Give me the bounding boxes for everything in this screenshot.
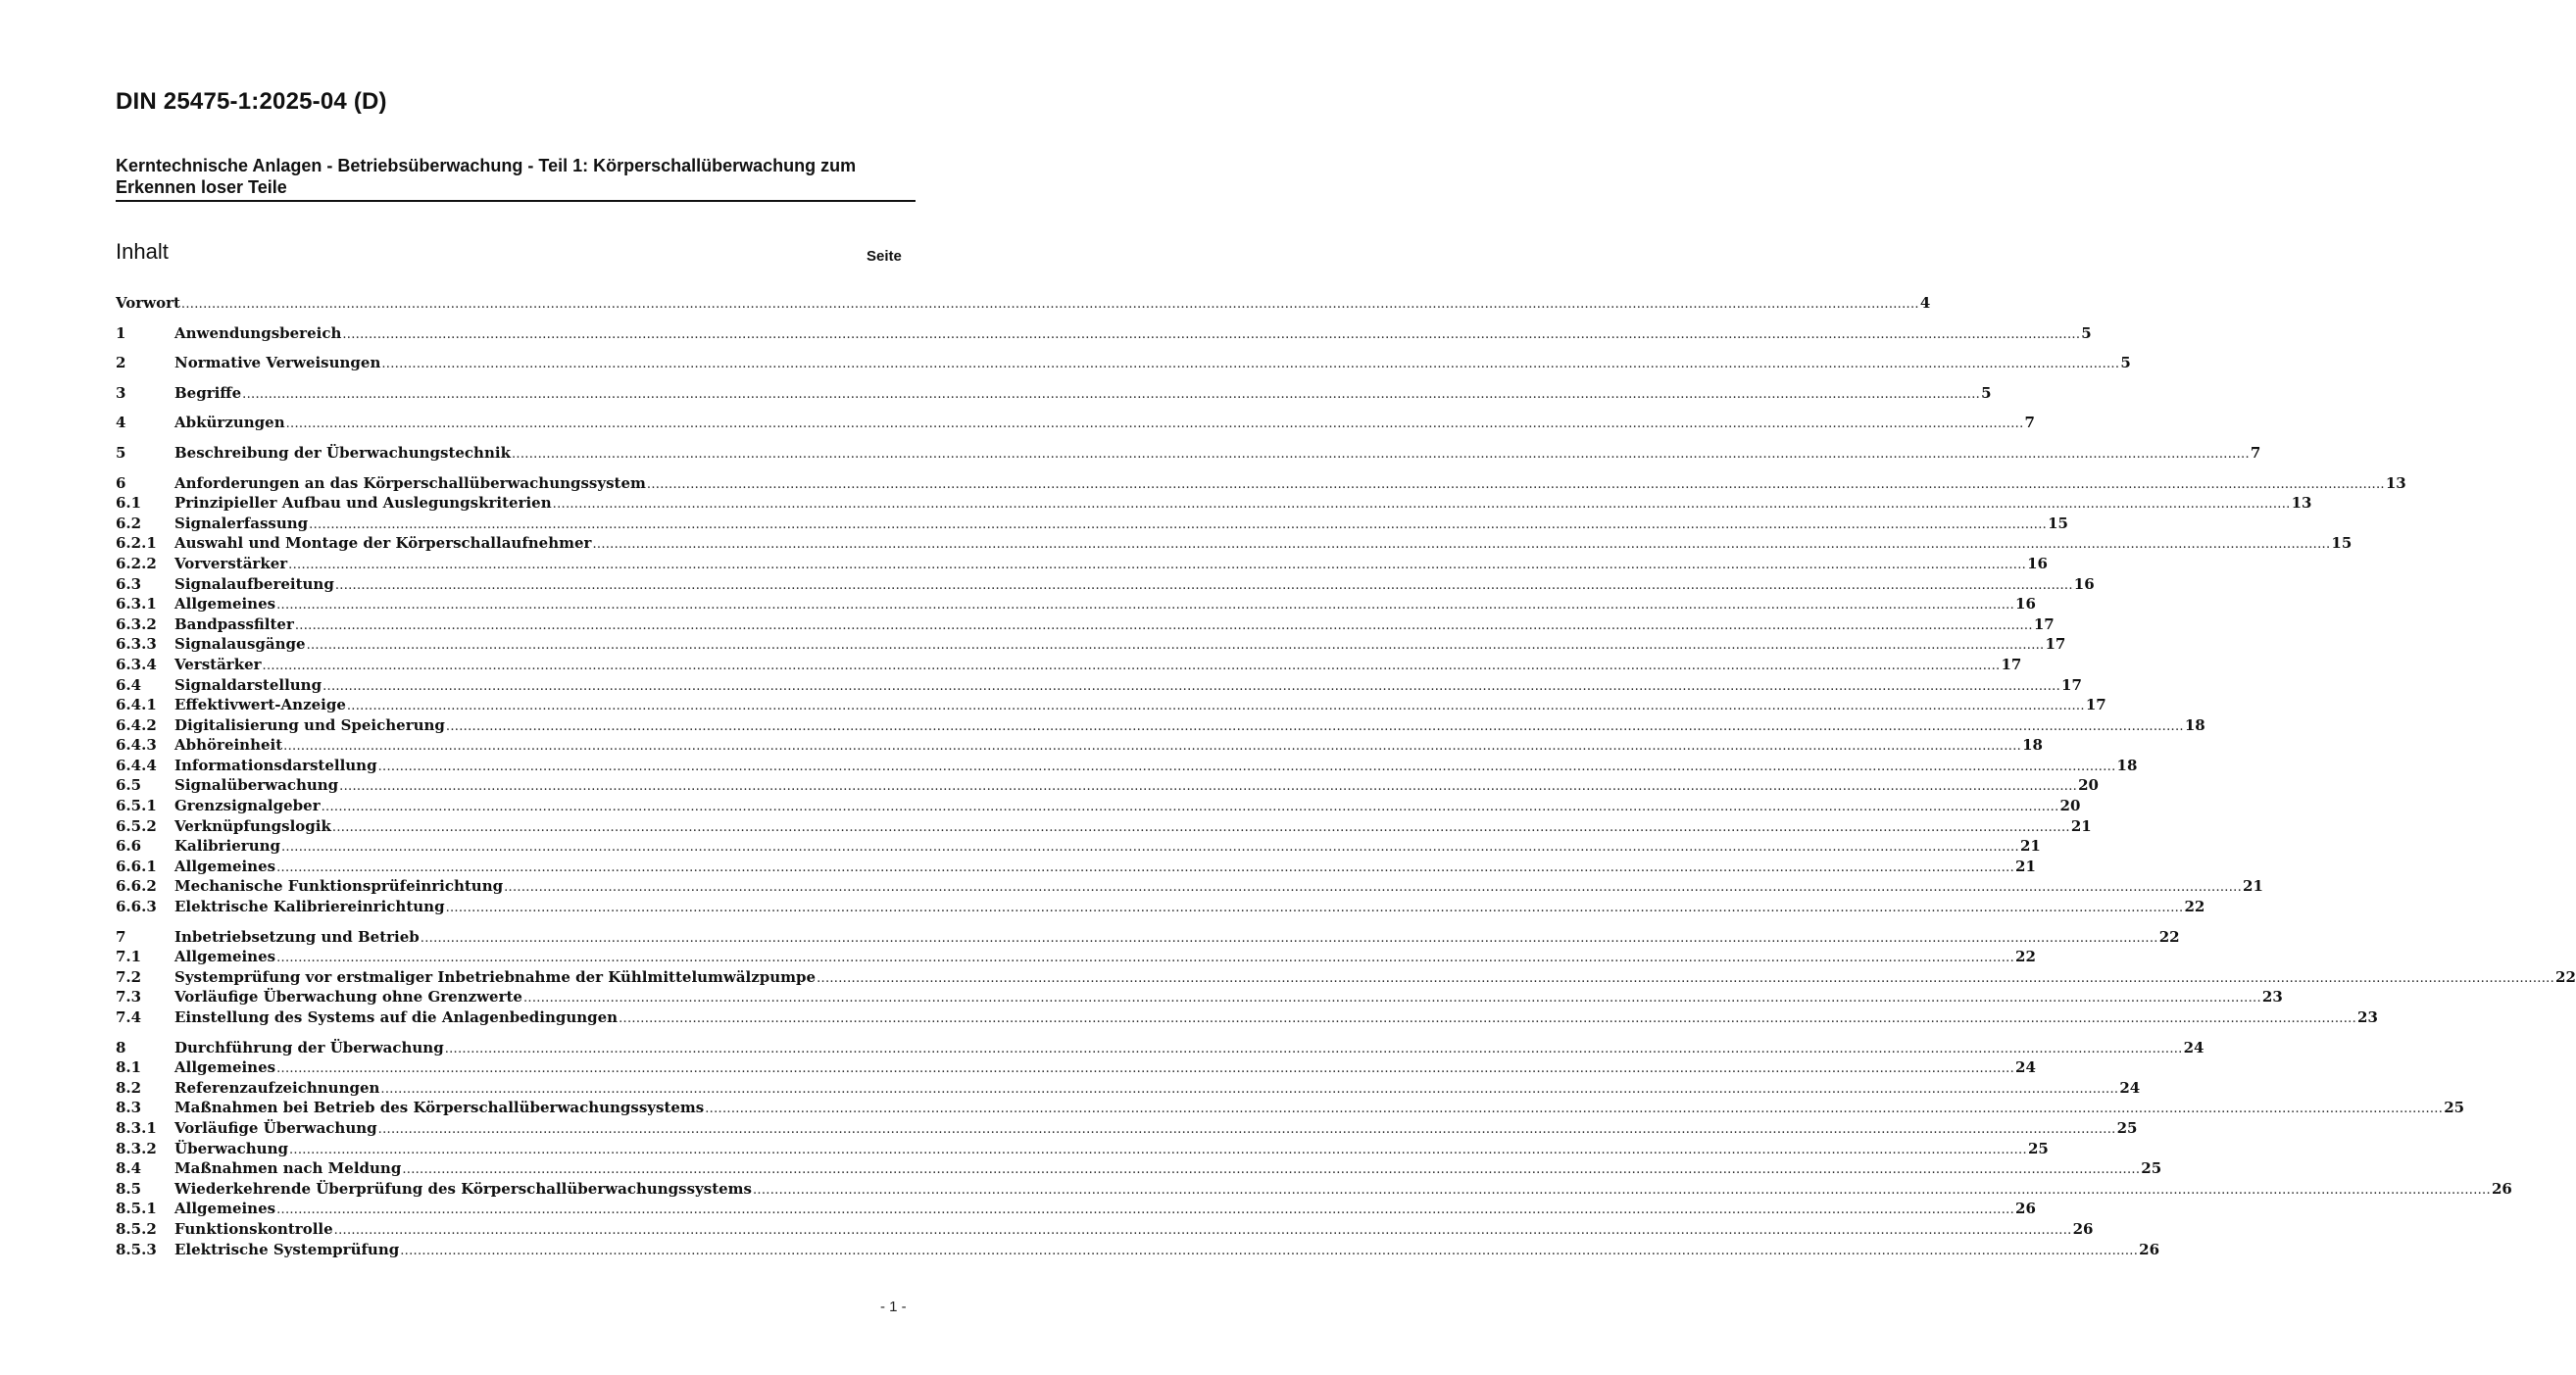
toc-entry-number: 7.2 xyxy=(116,967,142,986)
toc-entry-title: Einstellung des Systems auf die Anlagenbedingungen xyxy=(174,1008,619,1026)
toc-entry[interactable] xyxy=(116,797,2081,817)
dot-leader: ................................................................................................................................................................................................................................................................................................................................................................................................................ xyxy=(262,658,2001,673)
toc-entry-title: Verstärker xyxy=(174,655,262,673)
toc-entry-number: 6.6.3 xyxy=(116,898,157,916)
toc-entry-number: 6 xyxy=(116,473,126,492)
dot-leader: ................................................................................................................................................................................................................................................................................................................................................................................................................ xyxy=(444,1041,2183,1056)
toc-entry-page: 24 xyxy=(2119,1078,2141,1097)
dot-leader: ................................................................................................................................................................................................................................................................................................................................................................................................................ xyxy=(331,819,2070,835)
toc-entry-number: 5 xyxy=(116,443,126,462)
toc-entry-number: 6.2 xyxy=(116,514,142,532)
toc-entry-title: Allgemeines xyxy=(174,948,276,966)
toc-entry-title: Maßnahmen nach Meldung xyxy=(174,1159,402,1178)
toc-entry[interactable] xyxy=(116,857,2036,878)
dot-leader: ................................................................................................................................................................................................................................................................................................................................................................................................................ xyxy=(285,417,2024,432)
dot-leader: ................................................................................................................................................................................................................................................................................................................................................................................................................ xyxy=(276,859,2015,875)
toc-entry-page: 22 xyxy=(2015,948,2036,966)
toc-entry-number: 6.4 xyxy=(116,675,142,694)
toc-entry-title: Beschreibung der Überwachungstechnik xyxy=(174,443,511,462)
toc-entry[interactable] xyxy=(116,1139,2049,1160)
toc-entry-title: Bandpassfilter xyxy=(174,614,294,633)
dot-leader: ................................................................................................................................................................................................................................................................................................................................................................................................................ xyxy=(276,951,2015,966)
dot-leader: ................................................................................................................................................................................................................................................................................................................................................................................................................ xyxy=(445,718,2184,734)
toc-entry[interactable] xyxy=(116,877,2263,898)
toc-entry-title: Wiederkehrende Überprüfung des Körperschallüberwachungssystems xyxy=(174,1179,752,1198)
toc-entry-title: Vorläufige Überwachung xyxy=(174,1118,377,1137)
toc-entry-title: Maßnahmen bei Betrieb des Körperschallüberwachungssystems xyxy=(174,1099,705,1117)
toc-entry-page: 15 xyxy=(2331,534,2353,553)
toc-entry-title: Grenzsignalgeber xyxy=(174,797,321,815)
toc-entry[interactable] xyxy=(116,655,2022,676)
toc-entry-number: 8.3.2 xyxy=(116,1139,157,1157)
toc-entry[interactable] xyxy=(116,1118,2138,1140)
toc-entry-number: 6.4.4 xyxy=(116,756,157,774)
toc-entry-page: 22 xyxy=(2184,898,2205,916)
toc-entry-title: Vorverstärker xyxy=(174,554,288,572)
dot-leader: ................................................................................................................................................................................................................................................................................................................................................................................................................ xyxy=(445,901,2184,916)
toc-entry-page: 16 xyxy=(2027,554,2048,572)
toc-entry-title: Digitalisierung und Speicherung xyxy=(174,715,445,734)
page-number: - 1 - xyxy=(880,1299,907,1315)
toc-entry[interactable] xyxy=(116,383,1992,405)
toc-entry-number: 6.2.2 xyxy=(116,554,157,572)
dot-leader: ................................................................................................................................................................................................................................................................................................................................................................................................................ xyxy=(380,1081,2119,1097)
toc-entry-page: 7 xyxy=(2024,414,2035,432)
toc-entry-number: 7 xyxy=(116,927,126,946)
toc-entry-title: Verknüpfungslogik xyxy=(174,816,331,835)
toc-entry-number: 6.3 xyxy=(116,574,142,593)
toc-entry-page: 20 xyxy=(2078,776,2099,795)
toc-entry-page: 26 xyxy=(2015,1200,2036,1218)
toc-entry[interactable] xyxy=(116,675,2082,697)
toc-entry-number: 6.5 xyxy=(116,776,142,795)
toc-entry-number: 8.5.3 xyxy=(116,1240,157,1258)
toc-entry-title: Informationsdarstellung xyxy=(174,756,377,774)
toc-entry[interactable] xyxy=(116,948,2036,968)
toc-entry-title: Signalausgänge xyxy=(174,635,306,654)
dot-leader: ................................................................................................................................................................................................................................................................................................................................................................................................................ xyxy=(334,577,2073,593)
toc-entry[interactable] xyxy=(116,574,2095,596)
document-id: DIN 25475-1:2025-04 (D) xyxy=(116,88,387,115)
document-title: Kerntechnische Anlagen - Betriebsüberwachung - Teil 1: Körperschallüberwachung zum Erkennen loser Teile xyxy=(116,156,857,197)
toc-entry[interactable] xyxy=(116,1179,2512,1201)
toc-entry-page: 20 xyxy=(2059,797,2081,815)
toc-entry[interactable] xyxy=(116,736,2043,757)
dot-leader: ................................................................................................................................................................................................................................................................................................................................................................................................................ xyxy=(283,739,2022,755)
toc-entry-title: Abhöreinheit xyxy=(174,736,283,755)
toc-entry-number: 6.6.1 xyxy=(116,857,157,875)
toc-entry-title: Anforderungen an das Körperschallüberwachungssystem xyxy=(174,473,646,492)
toc-entry[interactable] xyxy=(116,816,2092,838)
title-divider xyxy=(116,200,916,202)
dot-leader: ................................................................................................................................................................................................................................................................................................................................................................................................................ xyxy=(276,1061,2015,1077)
dot-leader: ................................................................................................................................................................................................................................................................................................................................................................................................................ xyxy=(309,516,2048,532)
toc-entry-page: 25 xyxy=(2116,1118,2138,1137)
toc-entry-page: 24 xyxy=(2183,1038,2204,1056)
toc-entry-number: 6.6.2 xyxy=(116,877,157,896)
toc-entry[interactable] xyxy=(116,696,2106,716)
toc-entry-page: 5 xyxy=(2081,323,2092,342)
toc-entry[interactable] xyxy=(116,1219,2094,1241)
dot-leader: ................................................................................................................................................................................................................................................................................................................................................................................................................ xyxy=(342,326,2081,342)
dot-leader: ................................................................................................................................................................................................................................................................................................................................................................................................................ xyxy=(377,1121,2116,1137)
toc-entry-page: 18 xyxy=(2116,756,2138,774)
toc-entry[interactable] xyxy=(116,837,2041,858)
dot-leader: ................................................................................................................................................................................................................................................................................................................................................................................................................ xyxy=(333,1222,2072,1238)
toc-entry-title: Elektrische Systemprüfung xyxy=(174,1240,400,1258)
dot-leader: ................................................................................................................................................................................................................................................................................................................................................................................................................ xyxy=(753,1182,2491,1198)
toc-entry[interactable] xyxy=(116,443,2261,465)
toc-entry-title: Signalerfassung xyxy=(174,514,309,532)
toc-entry-number: 7.3 xyxy=(116,988,142,1007)
toc-entry[interactable] xyxy=(116,1078,2141,1100)
toc-entry-title: Signalüberwachung xyxy=(174,776,339,795)
dot-leader: ................................................................................................................................................................................................................................................................................................................................................................................................................ xyxy=(276,1203,2015,1218)
toc-entry-number: 8.5.2 xyxy=(116,1219,157,1238)
toc-entry-page: 4 xyxy=(1919,294,1931,312)
dot-leader: ................................................................................................................................................................................................................................................................................................................................................................................................................ xyxy=(289,1142,2027,1157)
toc-entry-page: 18 xyxy=(2184,715,2205,734)
toc-entry-title: Auswahl und Montage der Körperschallaufnehmer xyxy=(174,534,592,553)
toc-entry-number: 6.5.2 xyxy=(116,816,157,835)
toc-entry-title: Systemprüfung vor erstmaliger Inbetriebnahme der Kühlmittelumwälzpumpe xyxy=(174,967,817,986)
toc-entry[interactable] xyxy=(116,494,2312,515)
toc-entry-title: Inbetriebsetzung und Betrieb xyxy=(174,927,420,946)
toc-entry[interactable] xyxy=(116,595,2036,615)
toc-entry-number: 8.3 xyxy=(116,1099,142,1117)
toc-entry-number: 8 xyxy=(116,1038,126,1056)
toc-entry-number: 6.2.1 xyxy=(116,534,157,553)
toc-entry-page: 16 xyxy=(2015,595,2036,614)
toc-entry-page: 17 xyxy=(2045,635,2066,654)
toc-entry[interactable] xyxy=(116,534,2353,555)
toc-entry-number: 8.4 xyxy=(116,1159,142,1178)
toc-entry-page: 21 xyxy=(2019,837,2041,856)
toc-entry-number: 6.3.2 xyxy=(116,614,157,633)
toc-entry-title: Durchführung der Überwachung xyxy=(174,1038,444,1056)
toc-entry-title: Signalaufbereitung xyxy=(174,574,334,593)
toc-entry-title: Allgemeines xyxy=(174,595,276,614)
toc-entry-page: 17 xyxy=(2033,614,2055,633)
toc-entry-page: 21 xyxy=(2015,857,2036,875)
toc-entry-number: 6.3.1 xyxy=(116,595,157,614)
dot-leader: ................................................................................................................................................................................................................................................................................................................................................................................................................ xyxy=(281,840,2019,856)
toc-entry[interactable] xyxy=(116,1200,2036,1220)
toc-entry-number: 2 xyxy=(116,354,126,372)
page-column-label: Seite xyxy=(867,248,902,265)
dot-leader: ................................................................................................................................................................................................................................................................................................................................................................................................................ xyxy=(321,800,2059,815)
toc-entry[interactable] xyxy=(116,967,2576,989)
dot-leader: ................................................................................................................................................................................................................................................................................................................................................................................................................ xyxy=(552,497,2291,513)
toc-entry-page: 7 xyxy=(2250,443,2261,462)
dot-leader: ................................................................................................................................................................................................................................................................................................................................................................................................................ xyxy=(294,617,2033,633)
toc-entry-page: 23 xyxy=(2261,988,2283,1007)
toc-entry-page: 17 xyxy=(2061,675,2082,694)
dot-leader: ................................................................................................................................................................................................................................................................................................................................................................................................................ xyxy=(346,699,2085,714)
toc-entry[interactable] xyxy=(116,715,2205,737)
toc-entry-number: 6.4.1 xyxy=(116,696,157,714)
toc-entry[interactable] xyxy=(116,414,2035,434)
toc-entry[interactable] xyxy=(116,1058,2036,1079)
toc-heading: Inhalt xyxy=(116,239,169,264)
toc-entry[interactable] xyxy=(116,1099,2465,1119)
dot-leader: ................................................................................................................................................................................................................................................................................................................................................................................................................ xyxy=(322,678,2061,694)
toc-entry[interactable] xyxy=(116,898,2205,918)
toc-entry-number: 6.3.4 xyxy=(116,655,157,673)
toc-entry-title: Allgemeines xyxy=(174,1200,276,1218)
toc-entry-number: 8.2 xyxy=(116,1078,142,1097)
toc-entry[interactable] xyxy=(116,1159,2162,1180)
toc-entry-title: Mechanische Funktionsprüfeinrichtung xyxy=(174,877,504,896)
dot-leader: ................................................................................................................................................................................................................................................................................................................................................................................................................ xyxy=(817,970,2555,986)
toc-entry-number: 8.3.1 xyxy=(116,1118,157,1137)
toc-entry-title: Allgemeines xyxy=(174,857,276,875)
toc-entry-page: 25 xyxy=(2141,1159,2162,1178)
toc-entry[interactable] xyxy=(116,1008,2378,1029)
toc-entry-page: 15 xyxy=(2048,514,2068,532)
toc-entry-number: 8.1 xyxy=(116,1058,142,1077)
toc-entry-number: 7.1 xyxy=(116,948,142,966)
toc-entry[interactable] xyxy=(116,635,2066,656)
toc-entry-title: Begriffe xyxy=(174,383,242,402)
toc-entry-number: 4 xyxy=(116,414,126,432)
toc-entry-page: 26 xyxy=(2072,1219,2094,1238)
toc-entry-page: 23 xyxy=(2357,1008,2378,1026)
toc-entry[interactable] xyxy=(116,756,2138,777)
toc-entry[interactable] xyxy=(116,554,2048,575)
toc-entry-page: 5 xyxy=(2120,354,2131,372)
toc-entry-title: Referenzaufzeichnungen xyxy=(174,1078,380,1097)
dot-leader: ................................................................................................................................................................................................................................................................................................................................................................................................................ xyxy=(705,1102,2444,1117)
toc-entry-number: 3 xyxy=(116,383,126,402)
toc-entry-title: Effektivwert-Anzeige xyxy=(174,696,346,714)
toc-entry[interactable] xyxy=(116,988,2283,1008)
dot-leader: ................................................................................................................................................................................................................................................................................................................................................................................................................ xyxy=(592,537,2331,553)
toc-entry-number: 1 xyxy=(116,323,126,342)
toc-entry-page: 18 xyxy=(2022,736,2043,755)
toc-entry-number: 8.5.1 xyxy=(116,1200,157,1218)
toc-entry[interactable] xyxy=(116,473,2406,495)
toc-entry-number: 6.1 xyxy=(116,494,142,513)
toc-entry-title: Normative Verweisungen xyxy=(174,354,381,372)
dot-leader: ................................................................................................................................................................................................................................................................................................................................................................................................................ xyxy=(400,1243,2139,1258)
toc-entry-title: Vorwort xyxy=(116,294,180,312)
dot-leader: ................................................................................................................................................................................................................................................................................................................................................................................................................ xyxy=(522,991,2261,1007)
toc-entry-page: 26 xyxy=(2139,1240,2160,1258)
toc-entry-number: 6.6 xyxy=(116,837,142,856)
toc-entry-title: Abkürzungen xyxy=(174,414,285,432)
toc-entry-page: 26 xyxy=(2491,1179,2512,1198)
dot-leader: ................................................................................................................................................................................................................................................................................................................................................................................................................ xyxy=(306,638,2045,654)
toc-entry-page: 17 xyxy=(2001,655,2022,673)
toc-entry[interactable] xyxy=(116,294,1931,315)
dot-leader: ................................................................................................................................................................................................................................................................................................................................................................................................................ xyxy=(276,598,2015,614)
dot-leader: ................................................................................................................................................................................................................................................................................................................................................................................................................ xyxy=(339,779,2078,795)
toc-entry-page: 13 xyxy=(2291,494,2312,513)
toc-entry-page: 25 xyxy=(2444,1099,2465,1117)
toc-entry-number: 6.4.2 xyxy=(116,715,157,734)
toc-entry[interactable] xyxy=(116,1240,2160,1261)
toc-entry-title: Anwendungsbereich xyxy=(174,323,342,342)
dot-leader: ................................................................................................................................................................................................................................................................................................................................................................................................................ xyxy=(619,1011,2357,1026)
toc-entry-page: 24 xyxy=(2015,1058,2036,1077)
toc-entry-page: 5 xyxy=(1981,383,1992,402)
toc-entry[interactable] xyxy=(116,354,2131,374)
dot-leader: ................................................................................................................................................................................................................................................................................................................................................................................................................ xyxy=(242,386,1981,402)
table-of-contents xyxy=(116,294,2576,1260)
dot-leader: ................................................................................................................................................................................................................................................................................................................................................................................................................ xyxy=(381,357,2120,372)
dot-leader: ................................................................................................................................................................................................................................................................................................................................................................................................................ xyxy=(288,557,2027,572)
toc-entry-title: Elektrische Kalibriereinrichtung xyxy=(174,898,445,916)
toc-entry[interactable] xyxy=(116,323,2092,345)
toc-entry[interactable] xyxy=(116,1038,2204,1059)
dot-leader: ................................................................................................................................................................................................................................................................................................................................................................................................................ xyxy=(504,880,2243,896)
toc-entry-page: 22 xyxy=(2158,927,2180,946)
dot-leader: ................................................................................................................................................................................................................................................................................................................................................................................................................ xyxy=(420,930,2158,946)
toc-entry-title: Signaldarstellung xyxy=(174,675,322,694)
toc-entry-page: 21 xyxy=(2243,877,2263,896)
toc-entry-page: 21 xyxy=(2070,816,2092,835)
toc-entry-title: Überwachung xyxy=(174,1139,288,1157)
toc-entry[interactable] xyxy=(116,776,2099,797)
toc-entry-number: 6.3.3 xyxy=(116,635,157,654)
toc-entry-title: Kalibrierung xyxy=(174,837,280,856)
toc-entry-page: 25 xyxy=(2027,1139,2049,1157)
toc-entry-number: 7.4 xyxy=(116,1008,142,1026)
dot-leader: ................................................................................................................................................................................................................................................................................................................................................................................................................ xyxy=(180,297,1919,312)
toc-entry[interactable] xyxy=(116,514,2068,535)
toc-entry-page: 13 xyxy=(2385,473,2406,492)
dot-leader: ................................................................................................................................................................................................................................................................................................................................................................................................................ xyxy=(511,446,2250,462)
toc-entry-title: Allgemeines xyxy=(174,1058,276,1077)
dot-leader: ................................................................................................................................................................................................................................................................................................................................................................................................................ xyxy=(646,476,2385,492)
toc-entry[interactable] xyxy=(116,614,2055,636)
dot-leader: ................................................................................................................................................................................................................................................................................................................................................................................................................ xyxy=(402,1162,2141,1178)
toc-entry[interactable] xyxy=(116,927,2180,949)
toc-entry-number: 8.5 xyxy=(116,1179,142,1198)
toc-entry-title: Vorläufige Überwachung ohne Grenzwerte xyxy=(174,988,522,1007)
toc-entry-title: Prinzipieller Aufbau und Auslegungskriterien xyxy=(174,494,552,513)
toc-entry-page: 16 xyxy=(2073,574,2095,593)
toc-entry-page: 22 xyxy=(2555,967,2576,986)
dot-leader: ................................................................................................................................................................................................................................................................................................................................................................................................................ xyxy=(377,759,2116,774)
toc-entry-page: 17 xyxy=(2085,696,2106,714)
toc-entry-number: 6.5.1 xyxy=(116,797,157,815)
toc-entry-title: Funktionskontrolle xyxy=(174,1219,333,1238)
toc-entry-number: 6.4.3 xyxy=(116,736,157,755)
